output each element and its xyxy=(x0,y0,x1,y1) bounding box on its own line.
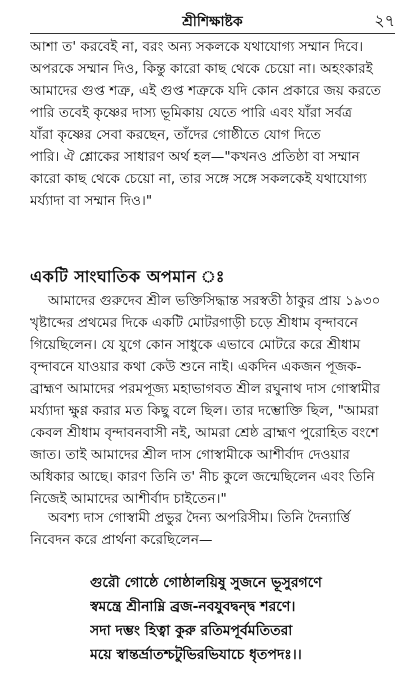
text-line: আমাদের গুরুদেব শ্রীল ভক্তিসিদ্ধান্ত সরস্বতী ঠাকুর প্রায় ১৯৩০ xyxy=(48,293,381,309)
running-title: শ্রীশিক্ষাষ্টক xyxy=(182,14,243,30)
page-number: ২৭ xyxy=(374,11,395,30)
text-line: খৃষ্টাব্দের প্রথমের দিকে একটি মোটরগাড়ী চড়ে শ্রীধাম বৃন্দাবনে xyxy=(30,315,358,331)
text-line: অধিকার আছে। কারণ তিনি ত' নীচ কুলে জন্মেছিলেন এবং তিনি xyxy=(30,469,375,485)
text-line: কেবল শ্রীধাম বৃন্দাবনবাসী নই, আমরা শ্রেষ্ঠ ব্রাহ্মণ পুরোহিত বংশে xyxy=(30,425,379,441)
text-line: যাঁরা কৃষ্ণের সেবা করছেন, তাঁদের গোষ্ঠীতে যোগ দিতে xyxy=(30,127,321,143)
paragraph-1 xyxy=(30,36,400,212)
text-line: নিবেদন করে প্রার্থনা করেছিলেন— xyxy=(30,532,213,548)
text-line: গিয়েছিলেন। যে যুগে কোন সাধুকে এভাবে মোটরে করে শ্রীধাম xyxy=(30,337,361,353)
verse-line: গুরৌ গোষ্ঠে গোষ্ঠালয়িষু সুজনে ভূসুরগণে xyxy=(90,575,322,591)
text-line: মর্য্যাদা বা সম্মান দিও।" xyxy=(30,193,153,209)
section-heading: একটি সাংঘাতিক অপমান ঃ xyxy=(30,267,225,286)
sanskrit-verse xyxy=(90,571,410,667)
text-line: অবশ্য দাস গোস্বামী প্রভুর দৈন্য অপরিসীম। তিনি দৈন্যার্ত্তি xyxy=(48,510,351,526)
text-line: ব্রাহ্মণ আমাদের পরমপূজ্য মহাভাগবত শ্রীল রঘুনাথ দাস গোস্বামীর xyxy=(30,381,381,397)
verse-line: ময়ে স্বান্তর্ভ্রাতশ্চটুভিরভিযাচে ধৃতপদঃ।। xyxy=(90,647,302,663)
text-line: বৃন্দাবনে যাওয়ার কথা কেউ শুনে নাই। একদিন একজন পূজক- xyxy=(30,359,362,375)
text-line: জাত। তাই আমাদের শ্রীল দাস গোস্বামীকে আশীর্বাদ দেওয়ার xyxy=(30,447,350,463)
text-line: কারো কাছ থেকে চেয়ো না, তার সঙ্গে সঙ্গে সকলকেই যথাযোগ্য xyxy=(30,171,367,187)
text-line: নিজেই আমাদের আশীর্বাদ চাইতেন।" xyxy=(30,491,227,507)
paragraph-3 xyxy=(30,507,400,551)
text-line: আমাদের গুপ্ত শত্রু, এই গুপ্ত শত্রুকে যদি কোন প্রকারে জয় করতে xyxy=(30,83,381,99)
text-line: আশা ত' করবেই না, বরং অন্য সকলকে যথাযোগ্য সম্মান দিবে। xyxy=(30,39,364,55)
text-line: পারি তবেই কৃষ্ণের দাস্য ভূমিকায় যেতে পারি এবং যাঁরা সর্বত্র xyxy=(30,105,353,121)
paragraph-2 xyxy=(30,290,400,510)
header-rule xyxy=(30,33,395,34)
verse-line: সদা দম্ভং হিত্বা কুরু রতিমপূর্বমতিতরা xyxy=(90,623,293,639)
text-line: মর্য্যাদা ক্ষুণ্ণ করার মত কিছু বলে ছিল। তার দম্ভোক্তি ছিল, "আমরা xyxy=(30,403,379,419)
text-line: পারি। ঐ শ্লোকের সাধারণ অর্থ হল—"কখনও প্রতিষ্ঠা বা সম্মান xyxy=(30,149,360,165)
page-header xyxy=(30,8,395,30)
verse-line: স্বমন্ত্রে শ্রীনাম্নি ব্রজ-নবযুবদ্বন্দ্ব শরণে। xyxy=(90,599,296,615)
text-line: অপরকে সম্মান দিও, কিন্তু কারো কাছ থেকে চেয়ো না। অহংকারই xyxy=(30,61,373,77)
